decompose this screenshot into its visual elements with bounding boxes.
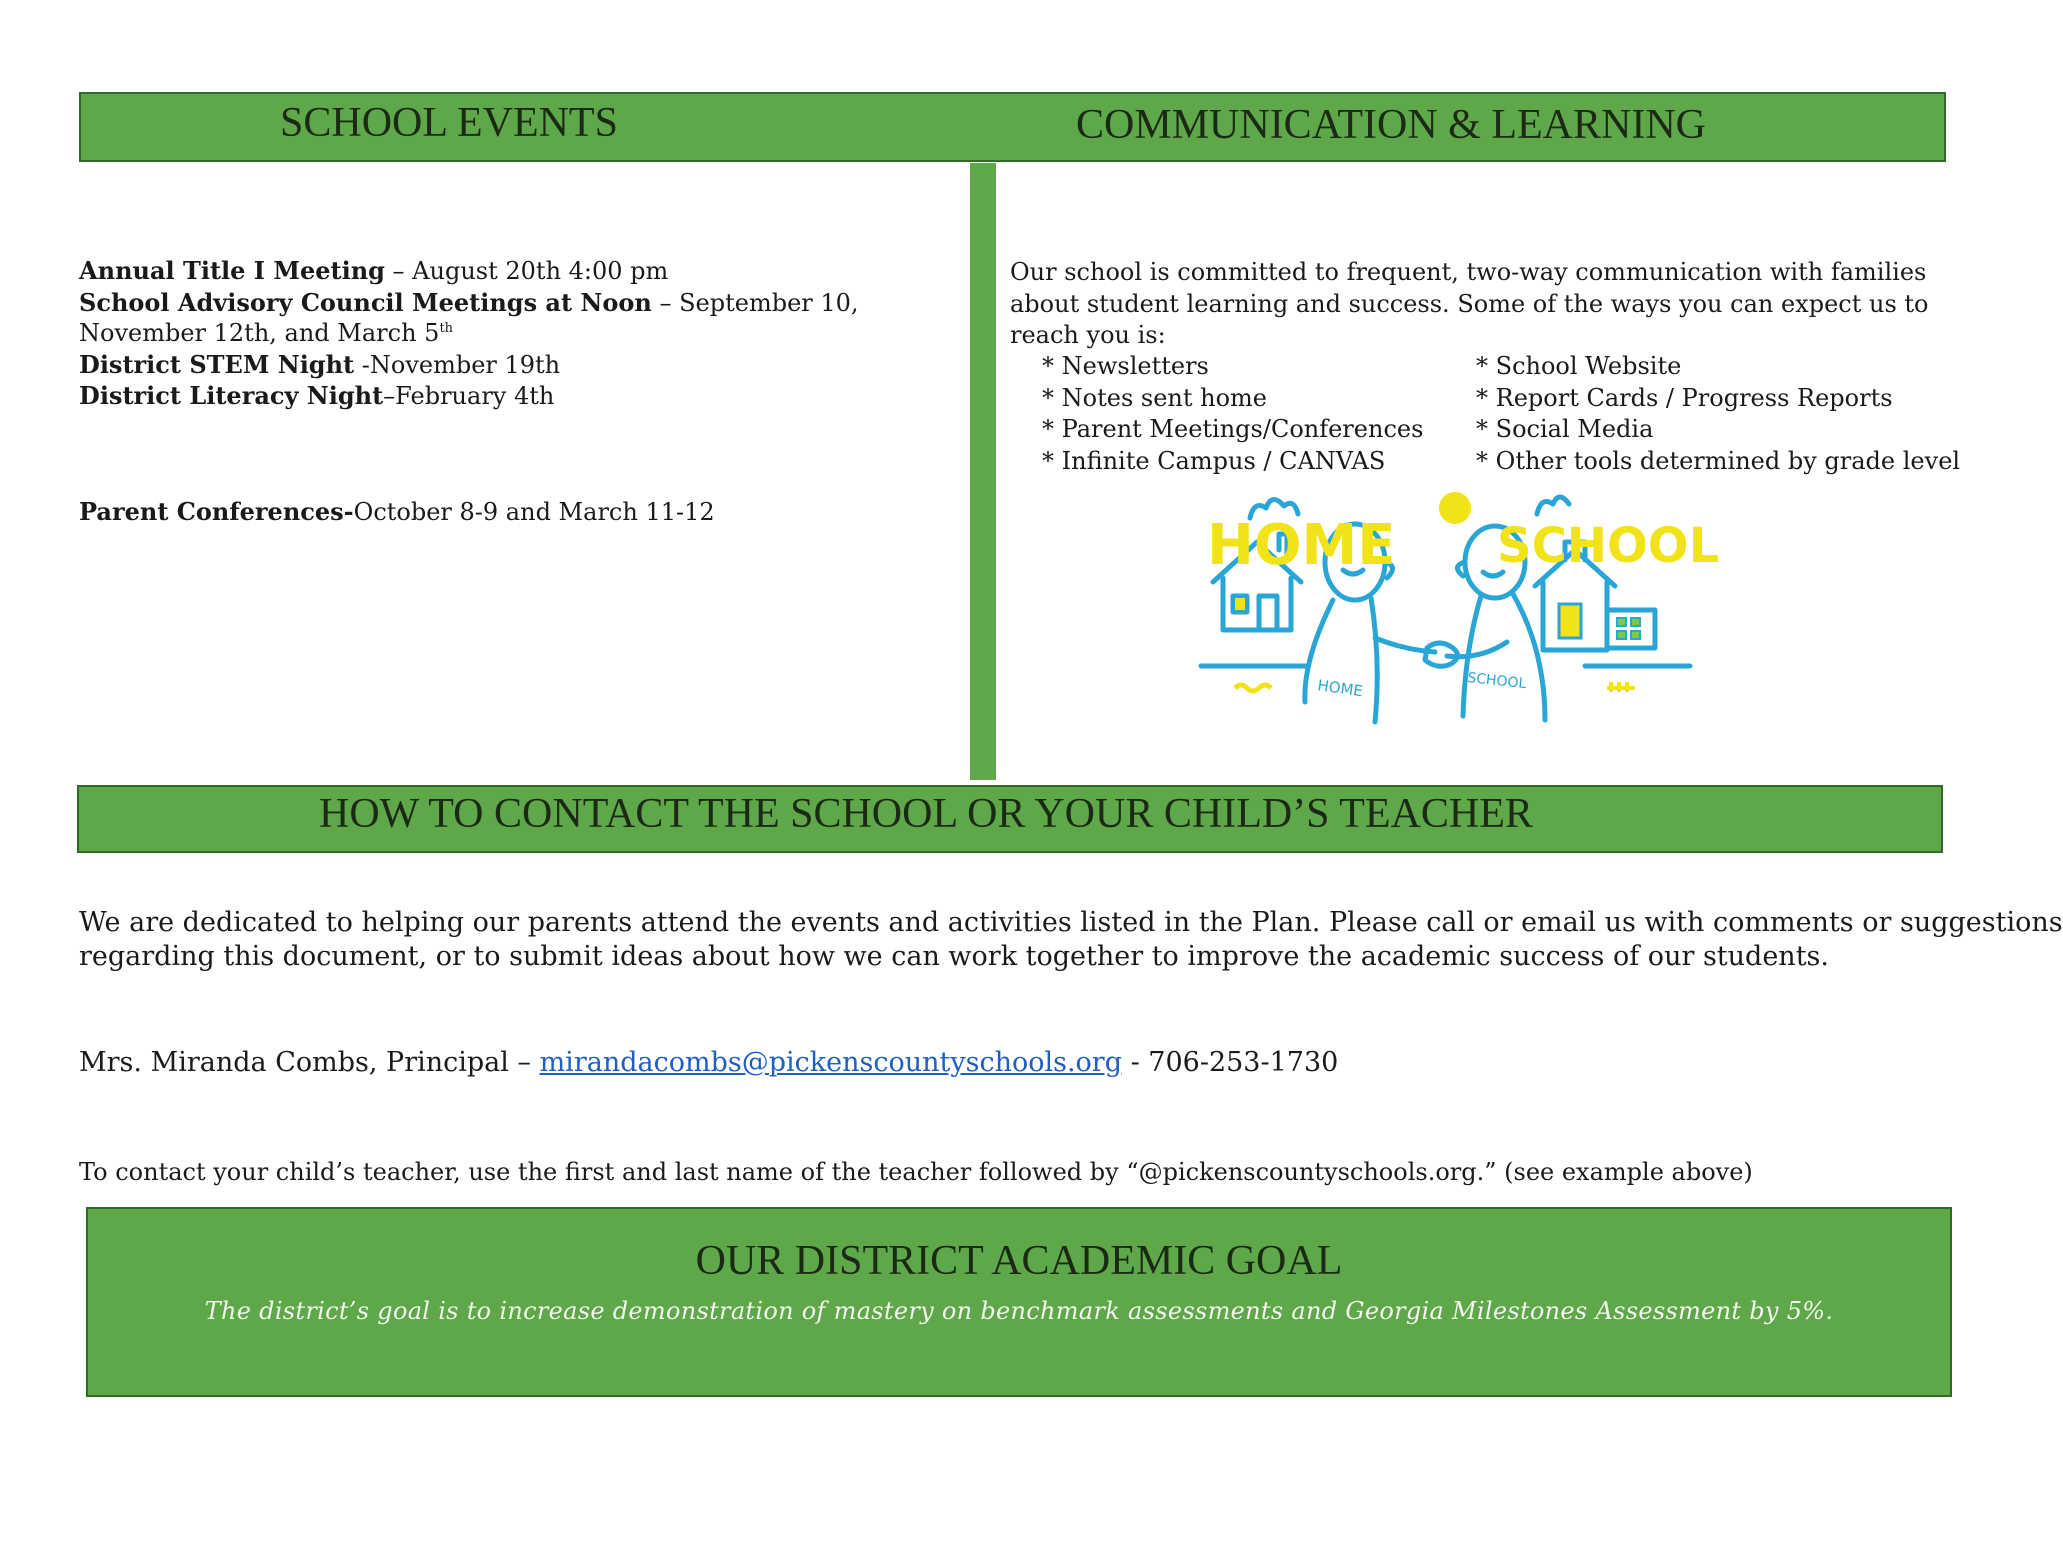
comm-intro-line-1: Our school is committed to frequent, two-way communication with families <box>1010 258 1927 286</box>
school-events-title: SCHOOL EVENTS <box>280 100 618 146</box>
contact-paragraph-line-1: We are dedicated to helping our parents attend the events and activities listed in the Plan. Please call or email us with comments or suggestions <box>79 907 2063 938</box>
list-item: * School Website <box>1476 351 1960 383</box>
comm-intro-line-3: reach you is: <box>1010 321 1166 349</box>
sun-icon <box>1439 492 1471 524</box>
communication-learning-title: COMMUNICATION & LEARNING <box>1076 102 1706 148</box>
comm-methods-left <box>1042 351 1423 477</box>
stem-night <box>79 349 560 382</box>
contact-title: HOW TO CONTACT THE SCHOOL OR YOUR CHILD’S TEACHER <box>319 791 1533 837</box>
contact-paragraph-line-2: regarding this document, or to submit ideas about how we can work together to improve the academic success of our students. <box>79 941 1829 972</box>
district-goal-box <box>86 1207 1952 1397</box>
list-item: * Social Media <box>1476 414 1960 446</box>
goal-title: OUR DISTRICT ACADEMIC GOAL <box>695 1238 1343 1284</box>
comm-intro-line-2: about student learning and success. Some of the ways you can expect us to <box>1010 290 1929 318</box>
principal-name: Mrs. Miranda Combs, Principal – <box>79 1047 540 1078</box>
home-shirt-label: HOME <box>1316 676 1365 701</box>
literacy-label: District Literacy Night <box>79 381 384 410</box>
principal-phone: - 706-253-1730 <box>1122 1047 1339 1078</box>
school-shirt-label: SCHOOL <box>1466 670 1527 693</box>
stem-value: -November 19th <box>354 351 561 379</box>
home-school-handshake-illustration <box>1195 470 1720 732</box>
home-lettering: HOME <box>1207 513 1396 578</box>
advisory-dates: November 12th, and March 5 <box>79 319 440 347</box>
goal-text: The district’s goal is to increase demonstration of mastery on benchmark assessments and Georgia Milestones Assessment by 5%. <box>204 1297 1834 1325</box>
advisory-council-dates <box>79 318 453 350</box>
school-lettering: SCHOOL <box>1497 518 1720 574</box>
advisory-value: – September 10, <box>651 289 859 317</box>
top-header-band <box>79 92 1946 162</box>
advisory-council <box>79 287 859 320</box>
title-i-label: Annual Title I Meeting <box>79 256 385 285</box>
stem-label: District STEM Night <box>79 350 355 379</box>
teacher-contact-note: To contact your child’s teacher, use the first and last name of the teacher followed by “@pickenscountyschools.org.” (see example above) <box>79 1158 1753 1186</box>
list-item: * Parent Meetings/Conferences <box>1042 414 1423 446</box>
cloud-icon <box>1537 497 1569 514</box>
advisory-label: School Advisory Council Meetings at Noon <box>79 288 652 317</box>
column-divider <box>970 163 996 780</box>
literacy-night <box>79 380 554 413</box>
comm-methods-right <box>1476 351 1960 477</box>
literacy-value: –February 4th <box>383 382 555 410</box>
conferences-label: Parent Conferences- <box>79 497 354 526</box>
list-item: * Newsletters <box>1042 351 1423 383</box>
list-item: * Infinite Campus / CANVAS <box>1042 446 1423 478</box>
list-item: * Report Cards / Progress Reports <box>1476 383 1960 415</box>
list-item: * Notes sent home <box>1042 383 1423 415</box>
contact-header-band <box>77 785 1943 853</box>
advisory-sup: th <box>439 321 454 336</box>
title-i-meeting <box>79 255 668 288</box>
parent-conferences <box>79 496 715 529</box>
list-item: * Other tools determined by grade level <box>1476 446 1960 478</box>
title-i-value: – August 20th 4:00 pm <box>384 257 669 285</box>
principal-email-link[interactable]: mirandacombs@pickenscountyschools.org <box>539 1047 1122 1078</box>
conferences-value: October 8-9 and March 11-12 <box>353 498 715 526</box>
principal-contact <box>79 1046 1338 1080</box>
